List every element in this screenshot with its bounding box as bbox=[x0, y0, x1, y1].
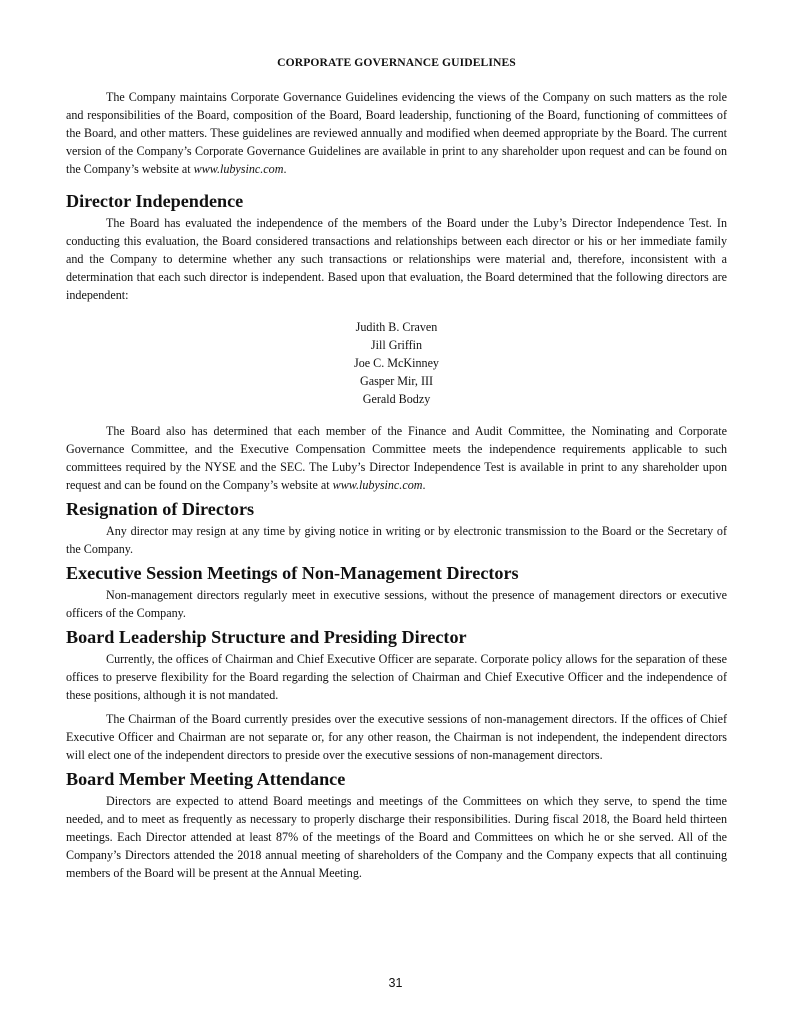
website-link: www.lubysinc.com bbox=[332, 478, 423, 492]
intro-text: The Company maintains Corporate Governance Guidelines evidencing the views of the Company on such matters as the role and responsibilities of the Board, composition of the Board, Board leadership, functioning of the Board, functioning of committees of the Board, and other matters. These guidelines are reviewed annually and modified when deemed appropriate by the Board. The current version of the Company’s Corporate Governance Guidelines are available in print to any shareholder upon request and can be found on the Company’s website at bbox=[66, 90, 727, 176]
committees-text: The Board also has determined that each member of the Finance and Audit Committee, the Nominating and Corporate Governance Committee, and the Executive Compensation Committee meets the independence requirements applicable to such committees required by the NYSE and the SEC. The Luby’s Director Independence Test is available in print to any shareholder upon request and can be found on the Company’s website at bbox=[66, 424, 727, 492]
resignation-heading: Resignation of Directors bbox=[66, 499, 255, 519]
leadership-heading: Board Leadership Structure and Presiding Director bbox=[66, 627, 467, 647]
committees-text-end: . bbox=[422, 478, 426, 492]
intro-text-end: . bbox=[283, 162, 287, 176]
list-item: Joe C. McKinney bbox=[354, 356, 439, 370]
executive-sessions-paragraph: Non-management directors regularly meet in executive sessions, without the presence of management directors or executive officers of the Company. bbox=[66, 588, 727, 620]
executive-sessions-heading: Executive Session Meetings of Non-Management Directors bbox=[66, 563, 519, 583]
list-item: Jill Griffin bbox=[370, 338, 423, 352]
director-independence-paragraph: The Board has evaluated the independence of the members of the Board under the Luby’s Director Independence Test. In conducting this evaluation, the Board considered transactions and relationships between each director or his or her immediate family and the Company to determine whether any such transactions or relationships were material and, therefore, inconsistent with a determination that each such director is independent. Based upon that evaluation, the Board determined that the following directors are independent: bbox=[66, 216, 727, 302]
page-number: 31 bbox=[388, 976, 403, 990]
independent-directors-list bbox=[66, 318, 727, 408]
list-item: Gerald Bodzy bbox=[362, 392, 431, 406]
intro-paragraph bbox=[66, 88, 727, 178]
page-title: CORPORATE GOVERNANCE GUIDELINES bbox=[277, 56, 516, 69]
list-item: Gasper Mir, III bbox=[359, 374, 434, 388]
attendance-heading: Board Member Meeting Attendance bbox=[66, 769, 346, 789]
resignation-paragraph: Any director may resign at any time by giving notice in writing or by electronic transmission to the Board or the Secretary of the Company. bbox=[66, 524, 727, 556]
leadership-paragraph-1: Currently, the offices of Chairman and Chief Executive Officer are separate. Corporate policy allows for the separation of these offices to preserve flexibility for the Board regarding the selection of Chairman and Chief Executive Officer and the independence of these positions, although it is not mandated. bbox=[66, 652, 727, 702]
director-independence-heading: Director Independence bbox=[66, 191, 244, 211]
leadership-paragraph-2: The Chairman of the Board currently presides over the executive sessions of non-management directors. If the offices of Chief Executive Officer and Chairman are not separate or, for any other reason, the Chairman is not independent, the independent directors will elect one of the independent directors to preside over the executive sessions of non-management directors. bbox=[66, 712, 727, 762]
committees-independence-paragraph bbox=[66, 422, 727, 494]
list-item: Judith B. Craven bbox=[355, 320, 438, 334]
website-link: www.lubysinc.com bbox=[193, 162, 284, 176]
attendance-paragraph: Directors are expected to attend Board meetings and meetings of the Committees on which they serve, to spend the time needed, and to meet as frequently as necessary to properly discharge their responsibilities. During fiscal 2018, the Board held thirteen meetings. Each Director attended at least 87% of the meetings of the Board and Committees on which he or she served. All of the Company’s Directors attended the 2018 annual meeting of shareholders of the Company and the Company expects that all continuing members of the Board will be present at the Annual Meeting. bbox=[66, 794, 727, 880]
document-page bbox=[66, 54, 727, 882]
